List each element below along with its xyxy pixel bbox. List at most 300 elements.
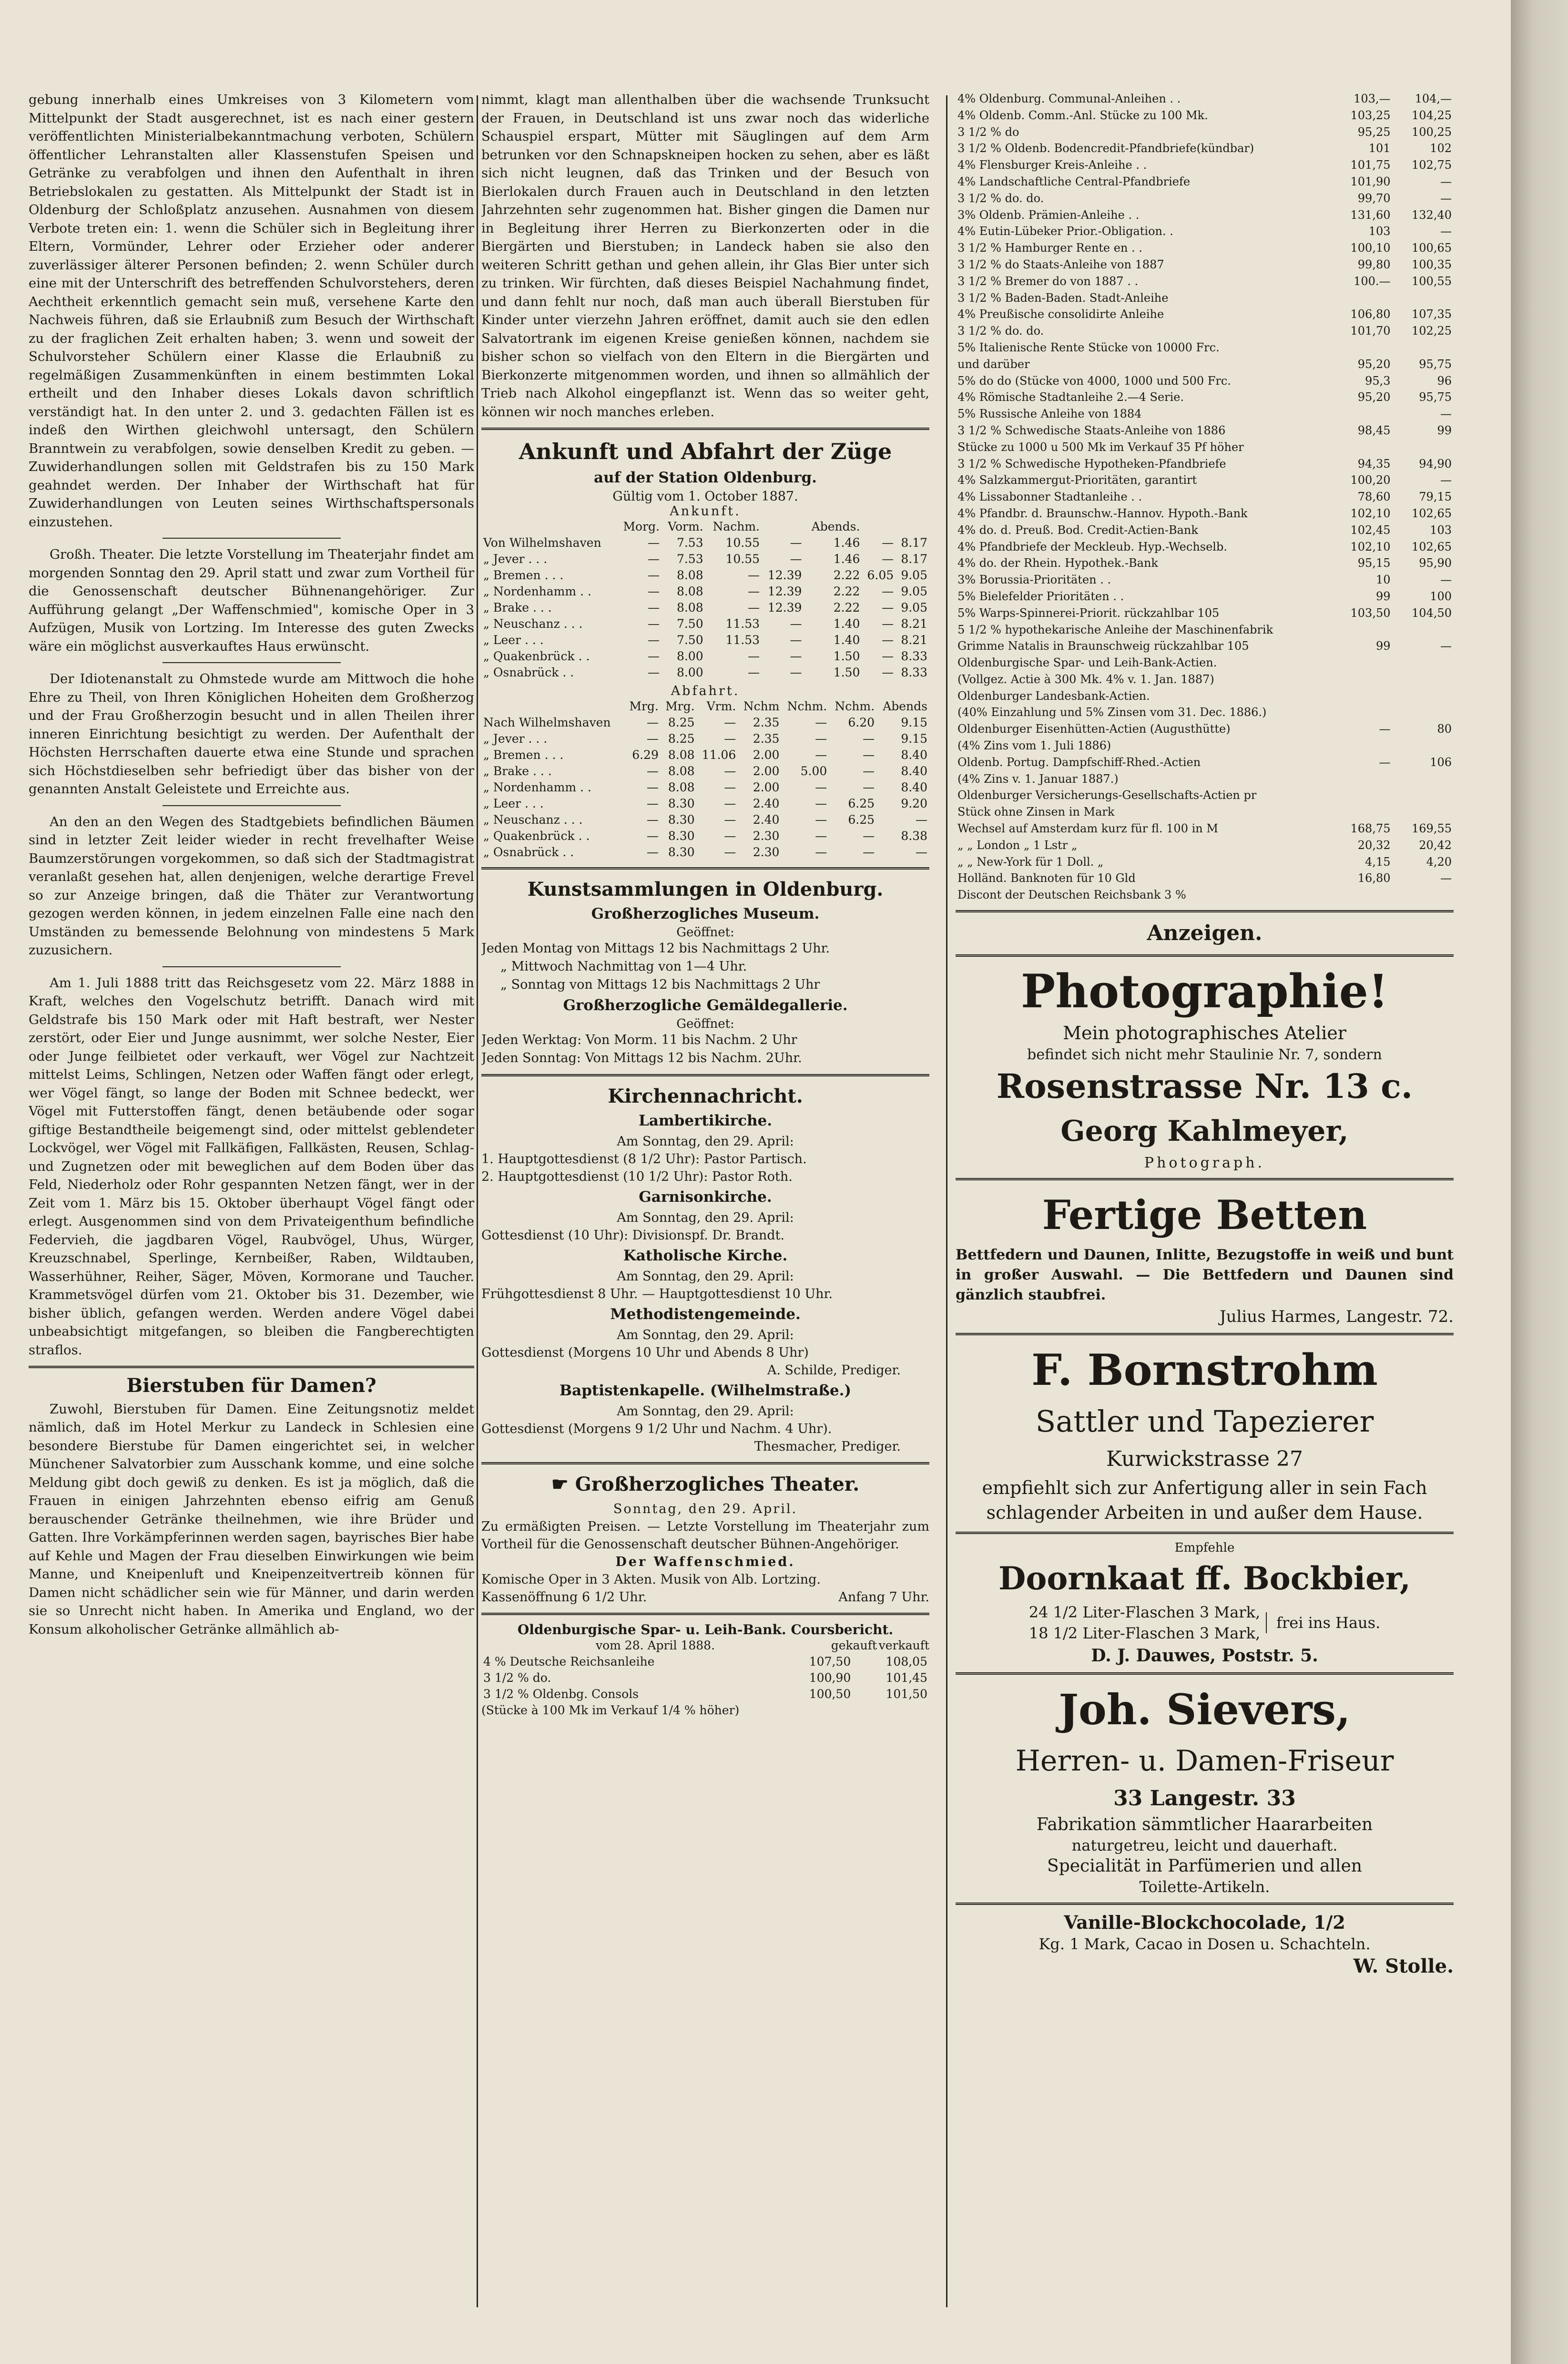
ad-doornkaat-intro: Empfehle [1174, 1541, 1235, 1556]
table-cell: — [646, 780, 659, 794]
table-cell: 100 [1430, 589, 1452, 603]
table-cell: 102,65 [1412, 506, 1452, 520]
table-cell: 3 1/2 % do. do. [957, 324, 1044, 338]
table-cell [1331, 439, 1393, 456]
table-cell: (40% Einzahlung und 5% Zinsen vom 31. Dec. 1886.) [957, 706, 1267, 719]
table-cell: 2.00 [753, 748, 780, 762]
table-cell: „ „ New-York für 1 Doll. „ [957, 855, 1104, 869]
table-cell: 12.39 [767, 584, 802, 598]
ad-betten-title: Fertige Betten [1042, 1191, 1367, 1239]
table-cell: 8.08 [676, 584, 703, 598]
service-line: 1. Hauptgottesdienst (8 1/2 Uhr): Pastor Partisch. [481, 1152, 807, 1167]
table-cell: 3 1/2 % Schwedische Hypotheken-Pfandbriefe [957, 457, 1226, 471]
ad-bornstrohm-address: Kurwickstrasse 27 [1106, 1447, 1303, 1472]
table-cell: — [724, 845, 736, 859]
table-cell: — [790, 665, 802, 679]
table-cell: 3% Oldenb. Prämien-Anleihe . . [957, 208, 1140, 222]
column-1 [29, 91, 474, 2322]
table-cell: 1.46 [833, 552, 860, 566]
table-cell: — [790, 536, 802, 550]
table-cell: Wechsel auf Amsterdam kurz für fl. 100 in M [957, 822, 1218, 836]
table-cell: — [1440, 191, 1452, 205]
table-cell: — [815, 748, 827, 762]
table-cell: (4% Zins vom 1. Juli 1886) [957, 739, 1111, 753]
table-cell: — [648, 584, 660, 598]
heading-theater [481, 1473, 929, 1495]
column-3 [956, 91, 1454, 2322]
double-rule [956, 954, 1454, 957]
table-cell: 103 [1430, 523, 1452, 537]
table-cell [1393, 804, 1454, 820]
table-row [956, 140, 1454, 157]
paragraph-theater: Großh. Theater. Die letzte Vorstellung im Theaterjahr findet am morgenden Sonntag den 29. April statt und zwar zum Vortheil für die Genossenschaft deutscher Bühnenangehöriger. Zur Aufführung gelangt „Der Waffenschmied", komische Oper in 3 Aufzügen, Musik von Lortzing. Im Interesse des guten Zwecks wäre ein möglichst ausverkauftes Haus erwünscht. [29, 547, 474, 654]
table-cell: — [815, 716, 827, 729]
table-cell: — [648, 633, 660, 647]
table-header-cell: Nchm. [835, 699, 875, 713]
ankunft-table [481, 519, 929, 681]
table-cell: 98,45 [1357, 423, 1391, 437]
table-row [956, 256, 1454, 273]
table-row [956, 704, 1454, 721]
table-cell: 102,65 [1412, 540, 1452, 553]
table-cell: 8.08 [676, 568, 703, 582]
church-date: Am Sonntag, den 29. April: [617, 1210, 794, 1225]
table-row [956, 240, 1454, 256]
table-cell: 168,75 [1350, 822, 1391, 836]
table-cell: 8.08 [668, 764, 695, 778]
table-cell: 95,90 [1419, 556, 1452, 570]
table-cell: — [748, 649, 760, 663]
table-cell: 96 [1437, 374, 1452, 388]
table-cell: 1.40 [833, 633, 860, 647]
table-cell: 100,10 [1350, 241, 1391, 255]
table-cell: 6.20 [848, 716, 875, 729]
table-cell: 2.22 [833, 584, 860, 598]
table-cell: 102 [1430, 142, 1452, 155]
table-cell: 6.25 [848, 797, 875, 810]
table-cell [1393, 671, 1454, 688]
table-cell: — [1440, 871, 1452, 885]
table-cell [1331, 655, 1393, 671]
table-cell: 4% Pfandbr. d. Braunschw.-Hannov. Hypoth.-Bank [957, 506, 1248, 520]
paragraph-bierstuben-cont: nimmt, klagt man allenthalben über die wachsende Trunksucht der Frauen, in Deutschland ist uns zwar noch das widerliche Schauspiel erspart, Mütter mit Säuglingen auf dem Arm betrunken vor den Schnapskneipen hocken zu sehen, aber es läßt sich nicht leugnen, daß das Trinken und der Besuch von Bierlokalen durch Frauen auch in Deutschland in den letzten Jahrzehnten sehr zugenommen hat. Bisher gingen die Damen nur in Begleitung ihrer Herren zu Bierkonzerten oder in die Biergärten und Bierstuben; in Landeck haben sie also den weiteren Schritt gethan und gehen allein, ihr Glas Bier unter sich zu trinken. Wir fürchten, daß dieses Beispiel Nachahmung findet, und dann fehlt nur noch, daß man auch überall Bierstuben für Kinder unter vierzehn Jahren eröffnet, damit auch sie den edlen Salvatortrank im eigenen Kreise genießen können, nachdem sie bisher schon so vielfach von den Eltern in die Biergärten und Bierkonzerte mitgenommen worden, und ihnen so allmählich der Trieb nach Alkohol eingepflanzt ist. Wenn das so weiter geht, können wir noch manches erleben. [481, 92, 929, 420]
table-cell: 9.20 [901, 797, 927, 810]
table-row [481, 731, 929, 747]
ad-bornstrohm-text: empfiehlt sich zur Anfertigung aller in sein Fach schlagender Arbeiten in und außer dem Hause. [982, 1477, 1427, 1524]
church-baptist: Baptistenkapelle. (Wilhelmstraße.) [559, 1382, 852, 1399]
table-cell: 8.25 [668, 716, 695, 729]
table-cell [1331, 771, 1393, 788]
table-row [956, 389, 1454, 406]
table-cell: 101,70 [1350, 324, 1391, 338]
table-cell: 2.30 [753, 829, 780, 843]
table-row [956, 522, 1454, 539]
table-cell: Stücke zu 1000 u 500 Mk im Verkauf 35 Pf höher [957, 440, 1244, 454]
table-row [956, 870, 1454, 887]
double-rule [956, 1178, 1454, 1180]
table-header-cell: Vrm. [706, 699, 736, 713]
table-row [956, 273, 1454, 290]
table-row [481, 796, 929, 812]
table-cell [1331, 671, 1393, 688]
table-cell: „ Jever . . . [483, 732, 548, 746]
table-header-cell: Morg. [623, 520, 660, 533]
table-row [956, 107, 1454, 124]
table-cell: 104,50 [1412, 606, 1452, 620]
table-row [956, 373, 1454, 389]
ad-stolle-line: Vanille-Blockchocolade, 1/2 [1064, 1912, 1345, 1934]
table-row [956, 605, 1454, 622]
table-cell: — [646, 813, 659, 827]
church-garnison: Garnisonkirche. [639, 1188, 772, 1206]
separator [163, 538, 341, 539]
table-cell [1393, 771, 1454, 788]
table-cell: — [863, 764, 875, 778]
heading-zuege: Ankunft und Abfahrt der Züge [519, 439, 892, 464]
table-cell: 3 1/2 % do [957, 125, 1019, 139]
table-header-cell: Vorm. [668, 520, 703, 533]
table-cell: 5% Russische Anleihe von 1884 [957, 407, 1142, 421]
double-rule [481, 1074, 929, 1076]
table-cell: 11.53 [725, 617, 760, 631]
table-cell: 5% Bielefelder Prioritäten . . [957, 589, 1124, 603]
ad-betten-text: Bettfedern und Daunen, Inlitte, Bezugstoffe in weiß und bunt in großer Auswahl. — Die Bettfedern und Daunen sind gänzlich staubfrei. [956, 1247, 1454, 1304]
table-cell: 4% Oldenb. Comm.-Anl. Stücke zu 100 Mk. [957, 108, 1208, 122]
church-date: Am Sonntag, den 29. April: [617, 1134, 794, 1149]
heading-gemaeldegalerie: Großherzogliche Gemäldegallerie. [563, 997, 848, 1014]
table-cell: 4% Flensburger Kreis-Anleihe . . [957, 158, 1147, 172]
table-cell: „ Bremen . . . [483, 568, 564, 582]
table-row [956, 572, 1454, 588]
bank-title: Oldenburgische Spar- u. Leih-Bank. Coursbericht. [517, 1622, 894, 1637]
table-cell: 94,35 [1357, 457, 1391, 471]
table-cell [1331, 339, 1393, 356]
table-cell: 108,05 [886, 1655, 927, 1668]
table-cell: 16,80 [1357, 871, 1391, 885]
table-cell: 8.25 [668, 732, 695, 746]
table-row [956, 887, 1454, 903]
table-cell: „ Nordenhamm . . [483, 780, 591, 794]
table-cell: — [748, 568, 760, 582]
table-cell [1331, 887, 1393, 903]
double-rule [956, 1532, 1454, 1534]
table-row [956, 422, 1454, 439]
table-cell: 104,— [1415, 92, 1452, 105]
table-cell: 78,60 [1357, 490, 1391, 504]
column-rule-2 [946, 95, 947, 2307]
table-cell: 100,35 [1412, 257, 1452, 271]
table-cell: 102,10 [1350, 506, 1391, 520]
table-cell: 95,15 [1357, 556, 1391, 570]
paragraph-vogelschutz: Am 1. Juli 1888 tritt das Reichsgesetz vom 22. März 1888 in Kraft, welches den Vogelschutz betrifft. Danach wird mit Geldstrafe bis 150 Mark oder mit Haft bestraft, wer Nester zerstört, oder Eier und Junge ausnimmt, wer solche Nester, Eier oder Junge feilbietet oder verkauft, wer Vögel zur Nachtzeit mittelst Leims, Schlingen, Netzen oder Waffen fängt oder erlegt, wer Vögel fängt, so lange der Boden mit Schnee bedeckt, wer Vögel mit Futterstoffen fängt, denen betäubende oder sogar giftige Bestandtheile beigemengt sind, oder mittelst geblendeter Lockvögel, wer Vögel mit Fallkäfigen, Fallkästen, Reusen, Schlag- und Zugnetzen oder mit beweglichen auf dem Boden über das Feld, Niederholz oder Rohr gespannten Netzen fängt, wer in der Zeit vom 1. März bis 15. Oktober überhaupt Vögel fängt oder erlegt. Ausgenommen sind von dem Privateigenthum befindliche Federvieh, die jagdbaren Vögel, Raubvögel, Uhus, Würger, Kreuzschnabel, Sperlinge, Kernbeißer, Raben, Wildtauben, Wasserhühner, Reiher, Säger, Möven, Kormorane und Taucher. Krammetsvögel dürfen vom 21. Oktober bis 31. Dezember, wie bisher üblich, gefangen werden. Werden andere Vögel dabei unbeabsichtigt mitgefangen, so bleiben die Fangberechtigten straflos. [29, 975, 474, 1358]
ad-bornstrohm-title: F. Bornstrohm [1031, 1345, 1378, 1396]
table-cell: 103,25 [1350, 108, 1391, 122]
table-cell: — [790, 633, 802, 647]
table-cell: 10.55 [725, 552, 760, 566]
table-cell: 95,20 [1357, 357, 1391, 371]
table-cell [1331, 804, 1393, 820]
table-row [956, 638, 1454, 655]
table-cell: 3 1/2 % Baden-Baden. Stadt-Anleihe [957, 291, 1169, 305]
table-cell: 4% Pfandbriefe der Meckleub. Hyp.-Wechselb. [957, 540, 1227, 553]
table-cell: — [815, 813, 827, 827]
table-row [481, 583, 929, 600]
table-cell [1393, 339, 1454, 356]
article-text [29, 91, 474, 1638]
table-cell: — [1440, 407, 1452, 421]
table-cell: 8.40 [901, 780, 927, 794]
table-row [481, 828, 929, 844]
table-cell: „ Neuschanz . . . [483, 617, 583, 631]
table-cell: „ Brake . . . [483, 601, 552, 614]
heading-kirchennachricht: Kirchennachricht. [608, 1085, 803, 1107]
ad-doornkaat [956, 1541, 1454, 1666]
table-cell: — [1440, 174, 1452, 188]
table-row [956, 671, 1454, 688]
table-cell: 100.— [1354, 274, 1391, 288]
table-cell: 8.40 [901, 764, 927, 778]
table-cell: 99 [1375, 639, 1391, 653]
table-cell: 8.30 [668, 797, 695, 810]
bank-col-header: verkauft [878, 1638, 929, 1652]
table-cell: — [815, 732, 827, 746]
service-line: 2. Hauptgottesdienst (10 1/2 Uhr): Pastor Roth. [481, 1169, 793, 1184]
table-row [481, 763, 929, 779]
table-cell: 2.35 [753, 716, 780, 729]
table-cell: — [646, 797, 659, 810]
table-cell: „ Quakenbrück . . [483, 649, 590, 663]
table-cell: 99 [1437, 423, 1452, 437]
double-rule [956, 910, 1454, 912]
table-cell: 79,15 [1419, 490, 1452, 504]
double-rule [481, 1613, 929, 1615]
table-cell: 100,20 [1350, 473, 1391, 487]
theater-piece: Der Waffenschmied. [615, 1555, 795, 1569]
zuege-subtitle: auf der Station Oldenburg. [594, 469, 817, 486]
table-cell: — [724, 829, 736, 843]
table-cell: 9.15 [901, 732, 927, 746]
table-row [956, 721, 1454, 737]
table-cell: 8.33 [901, 649, 927, 663]
ad-photo-role: Photograph. [1144, 1155, 1265, 1172]
table-row [956, 505, 1454, 522]
table-cell: — [916, 845, 927, 859]
table-cell: 8.08 [668, 748, 695, 762]
table-header-cell: Nchm [743, 699, 780, 713]
table-header-cell: Nchm. [787, 699, 827, 713]
ad-sievers-address: 33 Langestr. 33 [1113, 1786, 1296, 1811]
table-row [956, 323, 1454, 339]
table-row [956, 837, 1454, 854]
theater-times [481, 1588, 929, 1606]
table-cell: — [748, 584, 760, 598]
table-cell: Holländ. Banknoten für 10 Gld [957, 871, 1136, 885]
table-cell: — [648, 568, 660, 582]
table-cell: 8.21 [901, 617, 927, 631]
separator [163, 662, 341, 663]
table-row [481, 616, 929, 632]
table-cell: „ Quakenbrück . . [483, 829, 590, 843]
table-row [481, 747, 929, 763]
bank-report [481, 1637, 929, 1719]
table-cell: „ Leer . . . [483, 633, 544, 647]
table-cell: 7.53 [676, 536, 703, 550]
ankunft-label: Ankunft. [670, 504, 741, 519]
table-cell: — [724, 764, 736, 778]
table-cell: — [916, 813, 927, 827]
theater-date: Sonntag, den 29. April. [613, 1502, 798, 1516]
ad-sievers-trade: Herren- u. Damen-Friseur [1015, 1744, 1394, 1778]
table-cell: — [646, 716, 659, 729]
double-rule [956, 1333, 1454, 1335]
ad-photo-address: Rosenstrasse Nr. 13 c. [996, 1066, 1413, 1106]
table-cell [1331, 290, 1393, 307]
table-cell: 106 [1430, 755, 1452, 769]
table-header-cell [481, 519, 617, 535]
table-row [481, 648, 929, 665]
table-cell: 3 1/2 % do. do. [957, 191, 1044, 205]
table-cell: — [790, 552, 802, 566]
table-cell: 8.30 [668, 813, 695, 827]
column-2 [481, 91, 929, 2322]
table-cell: 99 [1375, 589, 1391, 603]
table-cell: 2.40 [753, 797, 780, 810]
table-cell: 3 1/2 % Oldenbg. Consols [483, 1687, 639, 1701]
table-cell: — [882, 584, 894, 598]
preacher-line: Thesmacher, Prediger. [754, 1439, 901, 1454]
table-cell: 8.17 [901, 552, 927, 566]
table-cell: 10.55 [725, 536, 760, 550]
table-cell: 6.25 [848, 813, 875, 827]
table-cell [1393, 887, 1454, 903]
ad-bornstrohm [956, 1342, 1454, 1525]
table-cell: 5% Warps-Spinnerei-Priorit. rückzahlbar 105 [957, 606, 1220, 620]
double-rule [481, 1462, 929, 1464]
table-cell: 106,80 [1350, 307, 1391, 321]
table-row [956, 439, 1454, 456]
church-date: Am Sonntag, den 29. April: [617, 1404, 794, 1419]
ad-bornstrohm-trade: Sattler und Tapezierer [1035, 1404, 1374, 1439]
table-cell: Grimme Natalis in Braunschweig rückzahlbar 105 [957, 639, 1249, 653]
table-cell: 12.39 [767, 601, 802, 614]
table-cell: — [724, 716, 736, 729]
table-row [956, 290, 1454, 307]
table-cell [1393, 704, 1454, 721]
table-row [956, 456, 1454, 472]
table-cell: — [648, 649, 660, 663]
heading-museum: Großherzogliches Museum. [591, 905, 820, 922]
double-rule [29, 1366, 474, 1368]
table-cell: 5% do do (Stücke von 4000, 1000 und 500 Frc. [957, 374, 1231, 388]
table-cell: 4% do. d. Preuß. Bod. Credit-Actien-Bank [957, 523, 1198, 537]
table-cell: — [1440, 473, 1452, 487]
table-cell: — [863, 732, 875, 746]
ad-sievers [956, 1681, 1454, 1896]
table-cell: — [790, 617, 802, 631]
table-cell: 4% Landschaftliche Central-Pfandbriefe [957, 174, 1191, 188]
museum-open-label: Geöffnet: [676, 925, 734, 940]
bank-col-header: gekauft [831, 1638, 877, 1652]
table-cell: 103,50 [1350, 606, 1391, 620]
table-row [956, 555, 1454, 572]
bank-table [481, 1654, 929, 1702]
table-cell: — [646, 845, 659, 859]
ad-sievers-title: Joh. Sievers, [1059, 1685, 1351, 1735]
table-header-cell: Mrg. [665, 699, 695, 713]
table-cell: 94,90 [1419, 457, 1452, 471]
table-row [956, 655, 1454, 671]
ad-photo-line: befindet sich nicht mehr Staulinie Nr. 7, sondern [1027, 1046, 1382, 1064]
table-cell: Oldenburgische Spar- und Leih-Bank-Actien. [957, 656, 1217, 670]
table-cell: 8.00 [676, 649, 703, 663]
theater-description: Komische Oper in 3 Akten. Musik von Alb. Lortzing. [481, 1572, 821, 1587]
ad-sievers-line: Fabrikation sämmtlicher Haararbeiten [1036, 1815, 1373, 1835]
table-cell: 8.40 [901, 748, 927, 762]
galerie-hours-line: Jeden Werktag: Von Morm. 11 bis Nachm. 2 Uhr [481, 1033, 797, 1047]
table-row [956, 787, 1454, 804]
table-cell: — [724, 797, 736, 810]
table-row [481, 632, 929, 648]
table-cell: — [1379, 755, 1391, 769]
table-row [481, 844, 929, 860]
ad-photo-title: Photographie! [1021, 964, 1388, 1019]
table-cell: 169,55 [1412, 822, 1452, 836]
table-cell: 20,32 [1357, 838, 1391, 852]
table-cell: 4% Oldenburg. Communal-Anleihen . . [957, 92, 1181, 105]
ad-photo-name: Georg Kahlmeyer, [1060, 1115, 1349, 1148]
table-cell: Oldenburger Eisenhütten-Actien (Augusthütte) [957, 722, 1231, 736]
table-row [956, 157, 1454, 174]
table-cell: — [882, 617, 894, 631]
table-cell: (4% Zins v. 1. Januar 1887.) [957, 772, 1119, 786]
table-row [481, 1686, 929, 1702]
table-cell: Von Wilhelmshaven [483, 536, 601, 550]
table-cell: „ Brake . . . [483, 764, 552, 778]
table-header-cell [481, 698, 624, 715]
table-cell: 100,90 [809, 1671, 851, 1685]
church-methodist: Methodistengemeinde. [610, 1306, 801, 1323]
table-row [956, 588, 1454, 605]
theater-title-text: Großherzogliches Theater. [575, 1473, 860, 1495]
double-rule [956, 1672, 1454, 1675]
table-cell: — [646, 764, 659, 778]
table-cell: 3 1/2 % Bremer do von 1887 . . [957, 274, 1139, 288]
paragraph-idiotenanstalt: Der Idiotenanstalt zu Ohmstede wurde am Mittwoch die hohe Ehre zu Theil, von Ihren Königlichen Hoheiten dem Großherzog und der Frau Großherzogin besucht und in allen Theilen ihrer inneren Einrichtung besichtigt zu werden. Der Aufenthalt der Höchsten Herrschaften dauerte etwa eine Stunde und sprachen sich Höchstdieselben sehr befriedigt über das bisher von der genannten Anstalt Geleistete und Erreichte aus. [29, 671, 474, 797]
table-cell: 4% Lissabonner Stadtanleihe . . [957, 490, 1142, 504]
table-cell: 8.08 [676, 601, 703, 614]
table-cell: 100,55 [1412, 274, 1452, 288]
table-cell: 7.50 [676, 617, 703, 631]
table-cell: 132,40 [1412, 208, 1452, 222]
table-row [956, 124, 1454, 141]
table-cell: Nach Wilhelmshaven [483, 716, 611, 729]
table-cell: 95,75 [1419, 357, 1452, 371]
table-cell: — [863, 845, 875, 859]
table-cell: 2.22 [833, 568, 860, 582]
table-cell: — [863, 780, 875, 794]
table-cell: — [790, 649, 802, 663]
table-row [481, 551, 929, 567]
table-cell: Oldenburger Versicherungs-Gesellschafts-Actien pr [957, 788, 1257, 802]
table-cell: 95,3 [1365, 374, 1391, 388]
table-cell: — [882, 601, 894, 614]
table-row [956, 539, 1454, 555]
table-row [956, 91, 1454, 107]
table-cell [1393, 439, 1454, 456]
table-cell: 99,70 [1357, 191, 1391, 205]
church-date: Am Sonntag, den 29. April: [617, 1328, 794, 1342]
table-cell: 3 1/2 % do. [483, 1671, 551, 1685]
